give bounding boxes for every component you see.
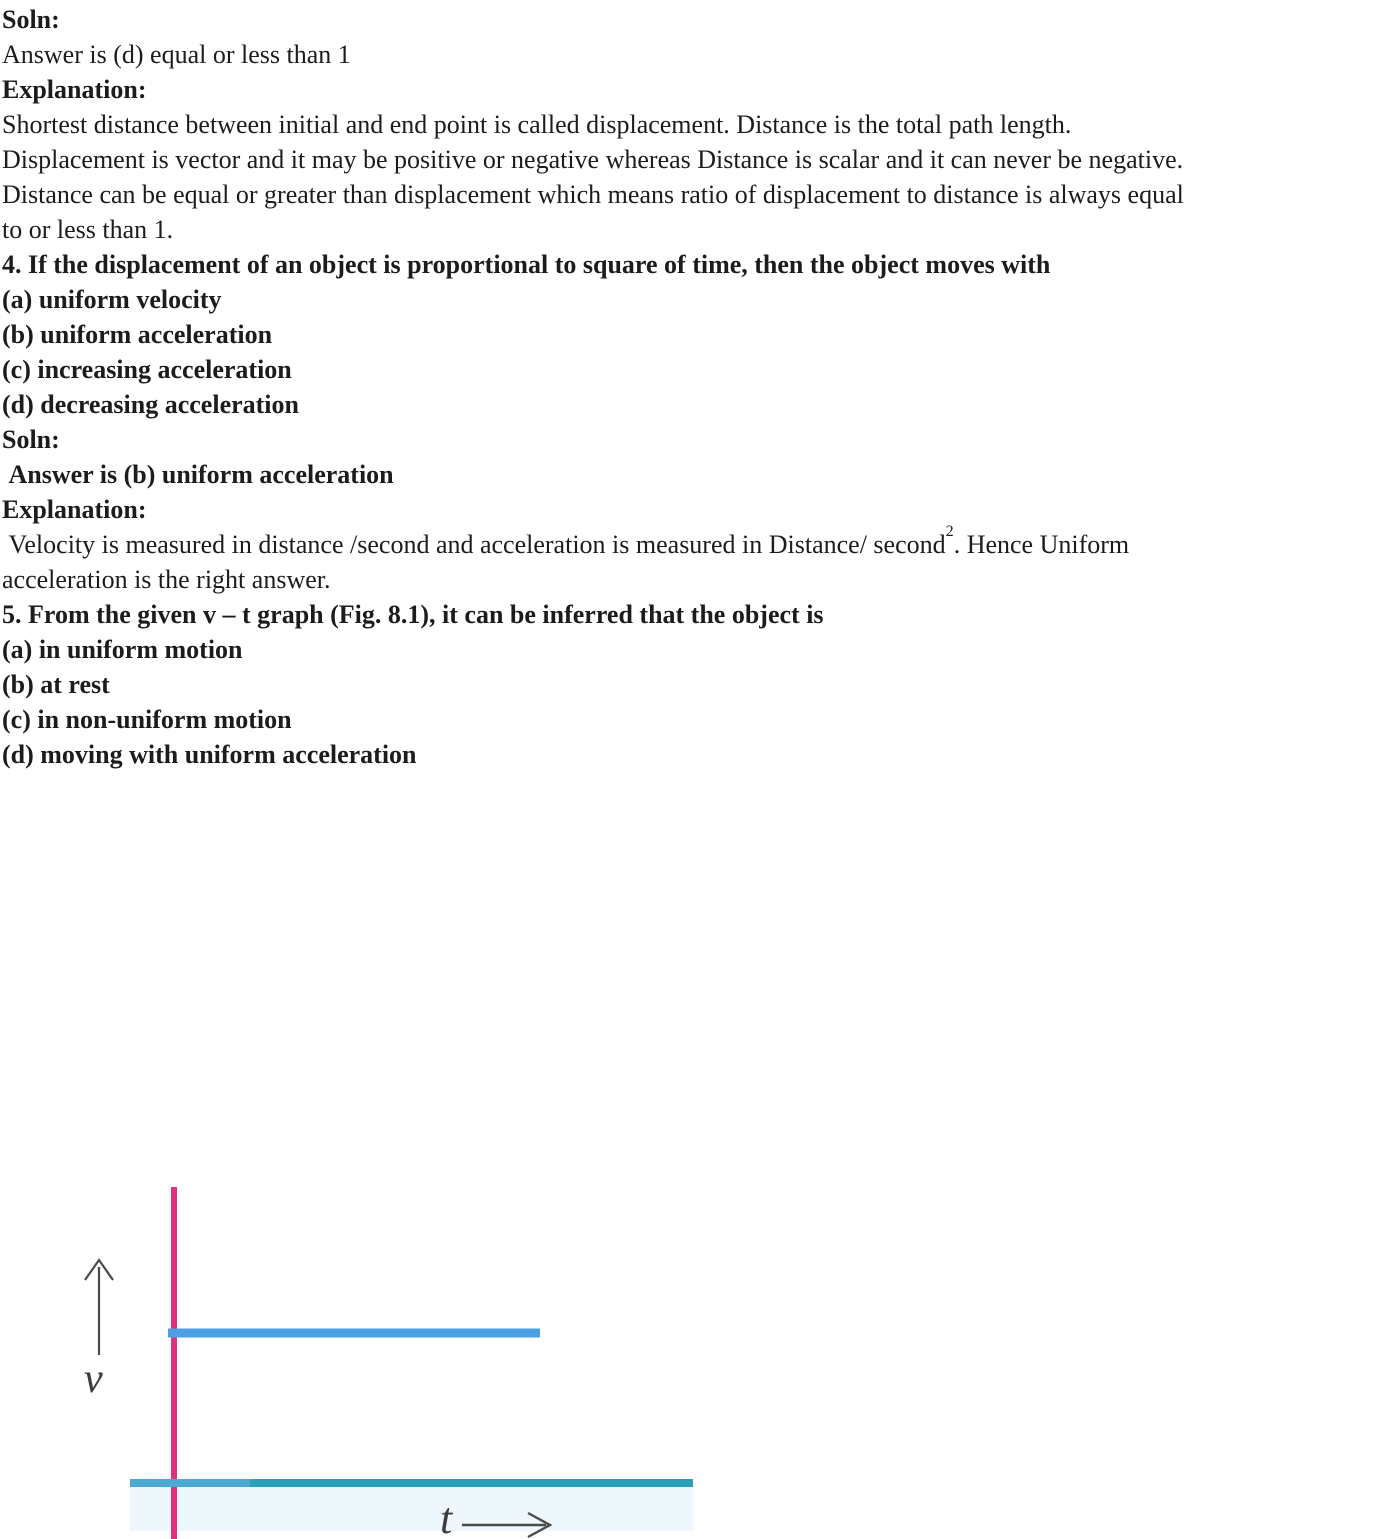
q4-explanation-line2: acceleration is the right answer. xyxy=(2,565,331,594)
q4-explanation-line1 xyxy=(2,523,1387,562)
question-5-option-c: (c) in non-uniform motion xyxy=(2,705,292,734)
question-4-option-b: (b) uniform acceleration xyxy=(2,320,273,349)
q3-answer-text: Answer is (d) equal or less than 1 xyxy=(2,40,351,69)
question-5-title: 5. From the given v – t graph (Fig. 8.1), it can be inferred that the object is xyxy=(2,600,824,629)
q3-explanation-heading: Explanation: xyxy=(2,75,147,104)
q3-explanation-para3-line2: to or less than 1. xyxy=(2,215,174,244)
q3-soln-heading: Soln: xyxy=(2,5,60,34)
q4-explanation-para xyxy=(2,523,1387,597)
q3-explanation-para3 xyxy=(2,177,1387,247)
q4-explanation-heading: Explanation: xyxy=(2,495,147,524)
q3-explanation-para3-line1: Distance can be equal or greater than displacement which means ratio of displacement to distance is always equal xyxy=(2,180,1184,209)
t-axis-label: t xyxy=(440,1494,453,1539)
v-axis-arrow-icon xyxy=(85,1260,113,1355)
question-4-option-d: (d) decreasing acceleration xyxy=(2,390,299,419)
q4-explanation-line1-pre: Velocity is measured in distance /second and acceleration is measured in Distance/ second xyxy=(2,530,946,559)
q4-soln-heading: Soln: xyxy=(2,425,60,454)
question-4-title: 4. If the displacement of an object is proportional to square of time, then the object moves with xyxy=(2,250,1051,279)
q4-answer-text: Answer is (b) uniform acceleration xyxy=(2,460,394,489)
question-5-option-a: (a) in uniform motion xyxy=(2,635,243,664)
q3-explanation-para1: Shortest distance between initial and end point is called displacement. Distance is the total path length. xyxy=(2,110,1072,139)
squared-superscript: 2 xyxy=(945,523,954,541)
question-5-option-b: (b) at rest xyxy=(2,670,110,699)
question-4-block xyxy=(2,247,1387,422)
q3-explanation-para2: Displacement is vector and it may be positive or negative whereas Distance is scalar and it can never be negative. xyxy=(2,145,1184,174)
question-4-option-a: (a) uniform velocity xyxy=(2,285,222,314)
v-t-graph-figure xyxy=(0,1139,760,1539)
question-5-block xyxy=(2,597,1387,772)
q4-explanation-line1-post: . Hence Uniform xyxy=(953,530,1130,559)
v-axis-label: v xyxy=(84,1356,103,1402)
question-4-option-c: (c) increasing acceleration xyxy=(2,355,292,384)
axis-underline-tint xyxy=(130,1487,693,1531)
question-5-option-d: (d) moving with uniform acceleration xyxy=(2,740,417,769)
